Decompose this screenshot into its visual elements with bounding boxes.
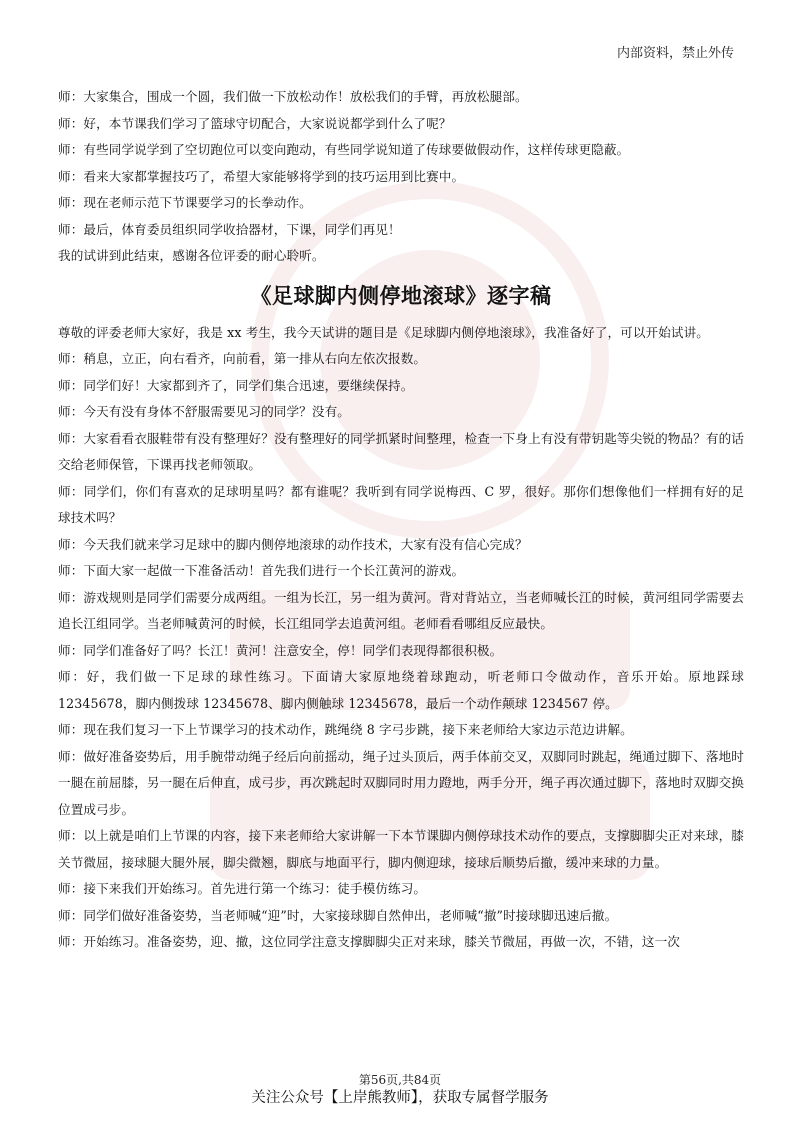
page-indicator: 第56页,共84页 xyxy=(358,1073,442,1087)
paragraph: 师：今天有没有身体不舒服需要见习的同学？没有。 xyxy=(58,404,350,419)
paragraph: 师：接下来我们开始练习。首先进行第一个练习：徒手模仿练习。 xyxy=(58,881,427,896)
paragraph: 师：同学们准备好了吗？长江！黄河！注意安全，停！同学们表现得都很积极。 xyxy=(58,642,503,658)
intro-line: 师：有些同学说学到了空切跑位可以变向跑动，有些同学说知道了传球要做假动作，这样传球更隐蔽。 xyxy=(58,142,630,157)
intro-line: 师：看来大家都掌握技巧了，希望大家能够将学到的技巧运用到比赛中。 xyxy=(58,168,465,184)
paragraph: 师：同学们，你们有喜欢的足球明星吗？都有谁呢？我听到有同学说梅西、C 罗，很好。那你们想像他们一样拥有好的足球技术吗？ xyxy=(58,483,744,525)
paragraph: 师：现在我们复习一下上节课学习的技术动作，跳绳绕 8 字弓步跳，接下来老师给大家边示范边讲解。 xyxy=(58,722,633,737)
section-title: 《足球脚内侧停地滚球》逐字稿 xyxy=(250,283,552,308)
paragraph: 师：同学们做好准备姿势，当老师喊“迎”时，大家接球脚自然伸出，老师喊“撤”时接球脚迅速后撤。 xyxy=(58,907,618,923)
intro-line: 师：现在老师示范下节课要学习的长拳动作。 xyxy=(58,195,312,210)
paragraph: 师：下面大家一起做一下准备活动！首先我们进行一个长江黄河的游戏。 xyxy=(58,563,465,578)
paragraph: 师：今天我们就来学习足球中的脚内侧停地滚球的动作技术，大家有没有信心完成？ xyxy=(58,536,528,552)
paragraph: 师：稍息，立正，向右看齐，向前看，第一排从右向左依次报数。 xyxy=(58,351,427,366)
paragraph: 师：好，我们做一下足球的球性练习。下面请大家原地绕着球跑动，听老师口令做动作，音乐开始。原地踩球12345678，脚内侧拨球 12345678、脚内侧触球 12345678，最后一个动作颠球 1234567 停。 xyxy=(58,669,744,711)
paragraph: 师：以上就是咱们上节课的内容，接下来老师给大家讲解一下本节课脚内侧停球技术动作的要点，支撑脚脚尖正对来球，膝关节微屈，接球腿大腿外展，脚尖微翘，脚底与地面平行，脚内侧迎球，接球后顺势后撤，缓冲来球的力量。 xyxy=(58,828,744,870)
intro-line: 我的试讲到此结束，感谢各位评委的耐心聆听。 xyxy=(58,248,325,263)
intro-line: 师：大家集合，围成一个圆，我们做一下放松动作！放松我们的手臂，再放松腿部。 xyxy=(58,89,528,104)
paragraph: 师：做好准备姿势后，用手腕带动绳子经后向前摇动，绳子过头顶后，两手体前交叉，双脚同时跳起，绳通过脚下、落地时一腿在前屈膝，另一腿在后伸直，成弓步，再次跳起时双脚同时用力蹬地，两手分开，绳子再次通过脚下，落地时双脚交换位置成弓步。 xyxy=(58,748,744,817)
intro-line: 师：最后，体育委员组织同学收拾器材，下课，同学们再见！ xyxy=(58,221,401,237)
paragraph: 师：大家看看衣服鞋带有没有整理好？没有整理好的同学抓紧时间整理，检查一下身上有没有带钥匙等尖锐的物品？有的话交给老师保管，下课再找老师领取。 xyxy=(58,430,744,472)
document-body xyxy=(58,84,744,956)
paragraph: 师：同学们好！大家都到齐了，同学们集合迅速，要继续保持。 xyxy=(58,377,414,393)
footer-promo: 关注公众号【上岸熊教师】，获取专属督学服务 xyxy=(251,1090,549,1106)
paragraph: 尊敬的评委老师大家好，我是 xx 考生，我今天试讲的题目是《足球脚内侧停地滚球》，我准备好了，可以开始试讲。 xyxy=(58,324,709,340)
intro-line: 师：好，本节课我们学习了篮球守切配合，大家说说都学到什么了呢？ xyxy=(58,115,452,131)
paragraph: 师：开始练习。准备姿势，迎、撤，这位同学注意支撑脚脚尖正对来球，膝关节微屈，再做一次，不错，这一次 xyxy=(58,934,680,949)
paragraph: 师：游戏规则是同学们需要分成两组。一组为长江，另一组为黄河。背对背站立，当老师喊长江的时候，黄河组同学需要去追长江组同学。当老师喊黄河的时候，长江组同学去追黄河组。老师看看哪组反应最快。 xyxy=(58,589,744,631)
header-note: 内部资料，禁止外传 xyxy=(616,46,734,61)
